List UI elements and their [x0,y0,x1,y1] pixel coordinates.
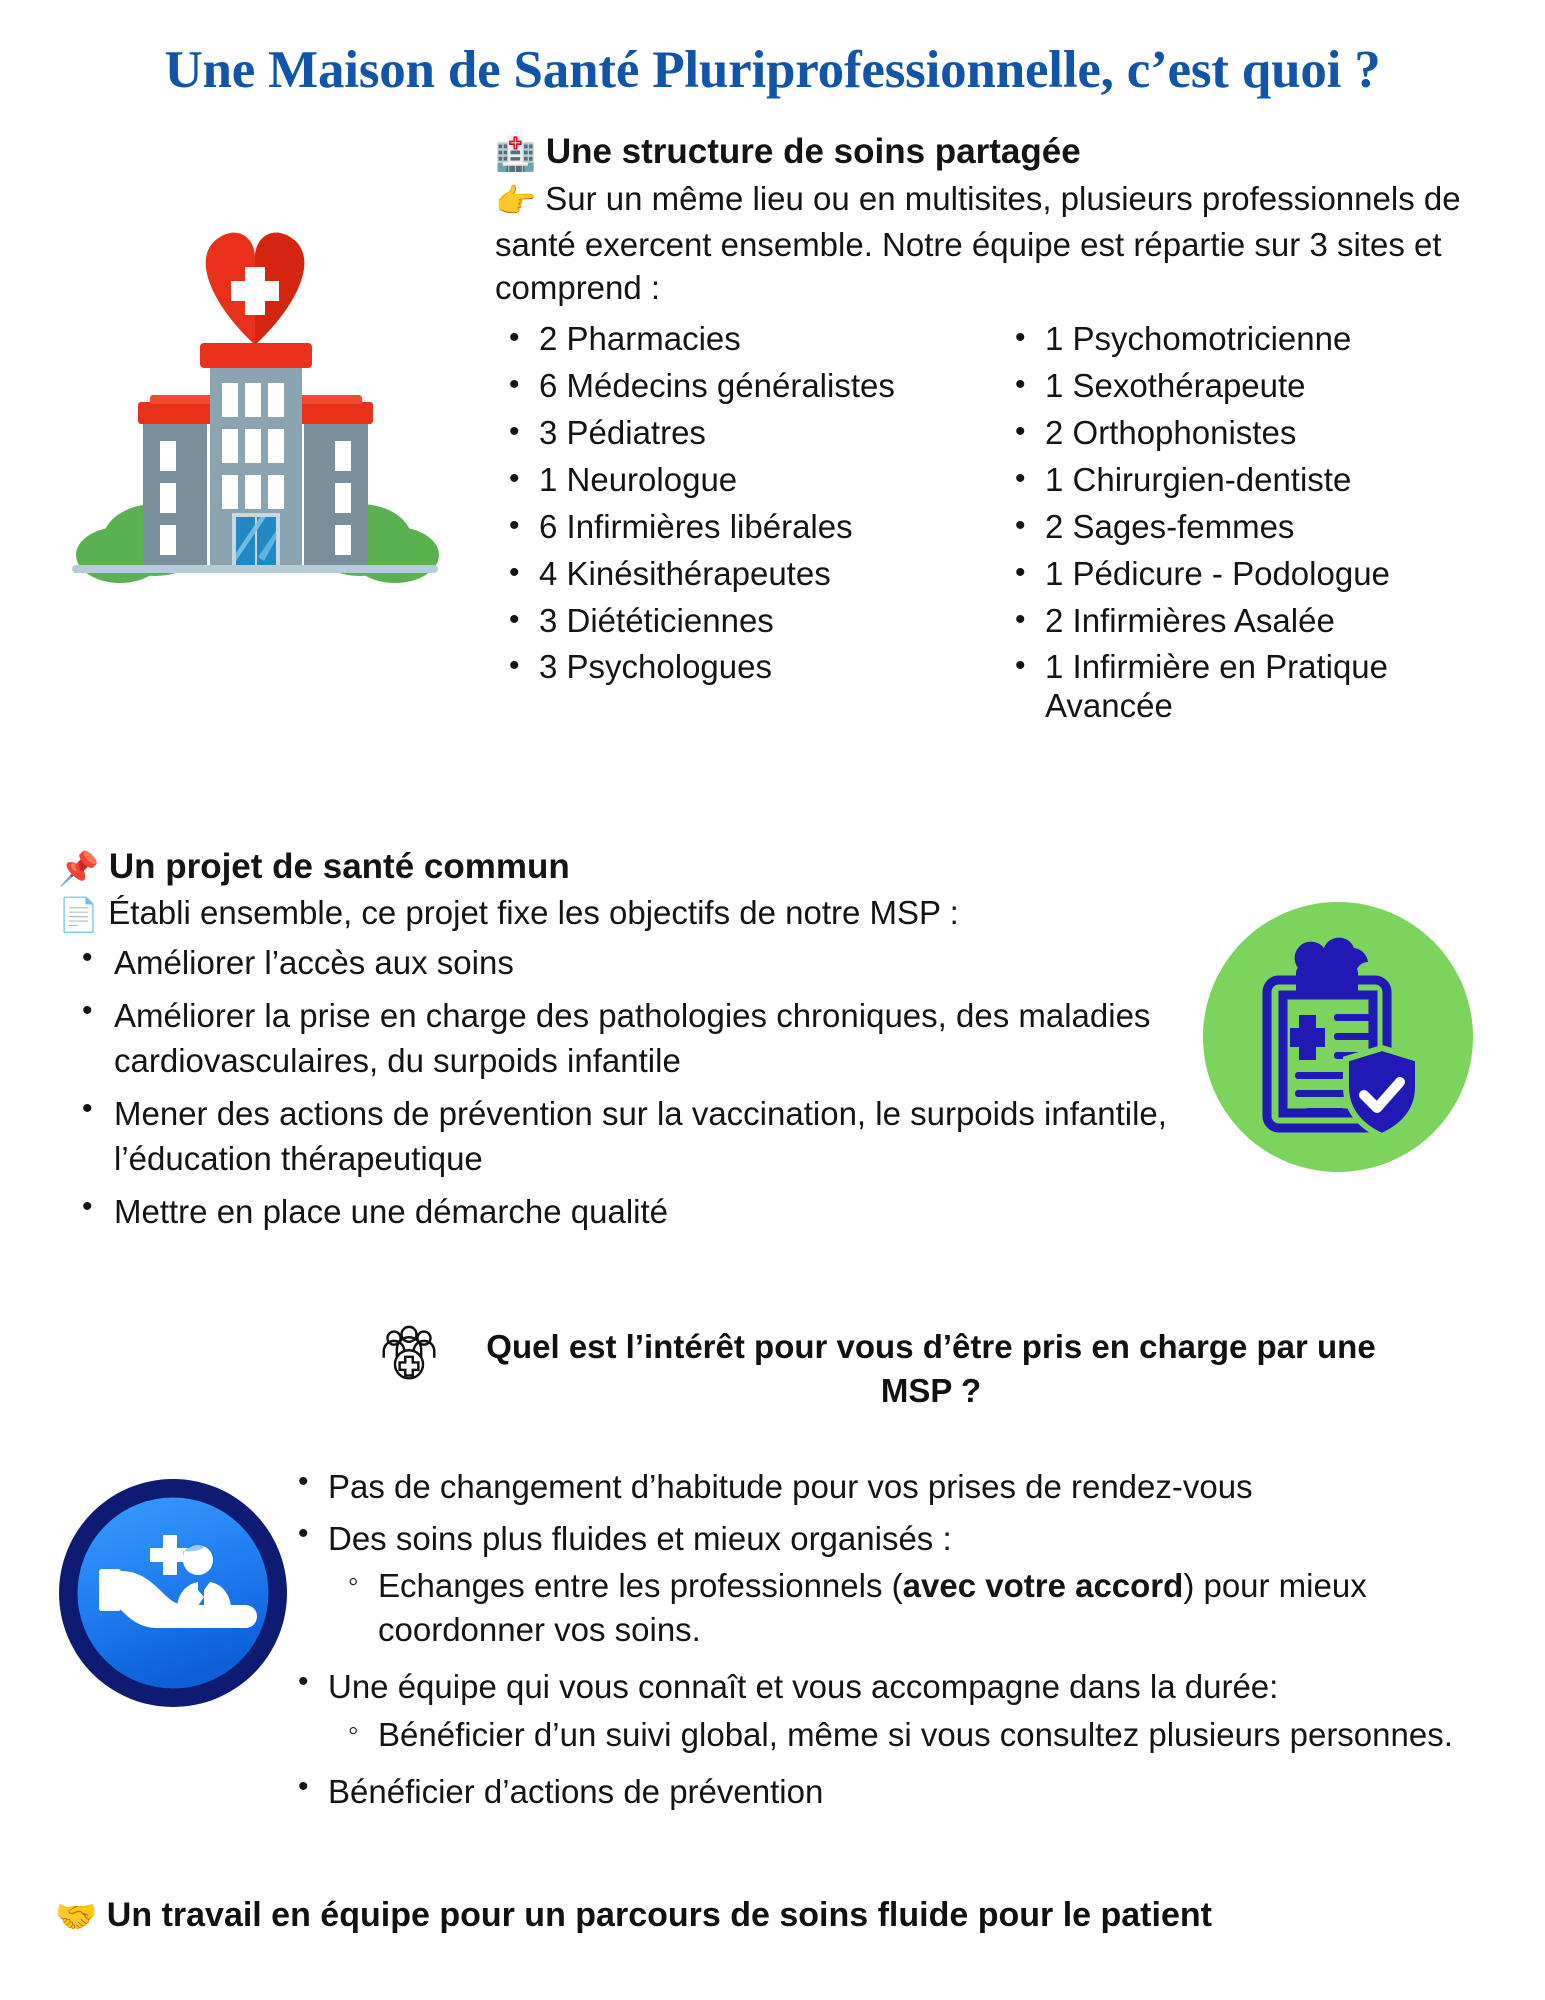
structure-text-block [495,130,1515,734]
structure-intro-text: Sur un même lieu ou en multisites, plusieurs professionnels de santé exercent ensemble. Notre équipe est répartie sur 3 sites et comprend : [495,180,1461,307]
project-subheading [58,892,1188,937]
hospital-building-illustration [60,195,450,595]
page-title: Une Maison de Santé Pluriprofessionnelle, c’est quoi ? [164,41,1381,99]
list-item [280,1465,1520,1517]
list-item: • 6 Infirmières libérales [495,508,1005,555]
section-interest [0,1300,1545,1850]
list-item: • 2 Infirmières Asalée [1005,602,1515,649]
structure-heading-label: Une structure de soins partagée [545,132,1081,171]
list-item [280,1665,1520,1770]
interest-benefits-block [280,1465,1520,1822]
team-column-right [1005,320,1515,734]
list-item: • 3 Psychologues [495,648,1005,695]
list-item: • 2 Sages-femmes [1005,508,1515,555]
list-item: • 6 Médecins généralistes [495,367,1005,414]
footer-statement-text: Un travail en équipe pour un parcours de soins fluide pour le patient [106,1896,1212,1934]
list-item: • 3 Diététiciennes [495,602,1005,649]
list-item: • Améliorer la prise en charge des pathologies chroniques, des maladies cardiovasculaires, du surpoids infantile [58,994,1188,1092]
footer-statement [55,1895,1525,1938]
hand-holding-patient-badge [57,1477,289,1709]
team-column-left [495,320,1005,734]
project-goals-list [58,941,1188,1242]
handshake-icon: 🤝 [55,1897,98,1937]
pushpin-icon: 📌 [58,849,100,888]
list-item: • 1 Sexothérapeute [1005,367,1515,414]
structure-heading [495,130,1515,175]
list-item [280,1517,1520,1666]
benefit-sublist [328,1564,1520,1657]
pointing-right-hand-icon: 👉 [495,181,537,221]
benefit-sublist [328,1713,1520,1763]
sub-suffix: ) pour mieux coordonner vos soins. [378,1567,1367,1648]
project-heading [58,845,1188,890]
list-item [280,1770,1520,1822]
list-item: • Mettre en place une démarche qualité [58,1190,1188,1243]
list-item: • 4 Kinésithérapeutes [495,555,1005,602]
interest-heading-label: Quel est l’intérêt pour vous d’être pris en charge par une MSP ? [486,1328,1376,1409]
benefit-text: Bénéficier d’actions de prévention [328,1773,824,1811]
list-item: • 1 Infirmière en Pratique Avancée [1005,648,1515,734]
people-group-medical-icon [380,1325,438,1388]
benefit-text: Pas de changement d’habitude pour vos prises de rendez-vous [328,1468,1253,1505]
list-item: • 2 Orthophonistes [1005,414,1515,461]
project-heading-label: Un projet de santé commun [108,847,570,886]
list-item: • 1 Neurologue [495,461,1005,508]
benefit-text: Des soins plus fluides et mieux organisés : [328,1519,952,1557]
list-item: • 3 Pédiatres [495,414,1005,461]
section-structure [0,130,1545,810]
sub-prefix: Bénéficier d’un suivi global, même si vous consultez plusieurs personnes. [378,1715,1453,1753]
hospital-icon: 🏥 [495,134,537,173]
clipboard-shield-badge [1203,902,1473,1172]
list-item: • 1 Psychomotricienne [1005,320,1515,367]
list-item: • Améliorer l’accès aux soins [58,941,1188,994]
section-project [0,845,1545,1265]
list-item: • 2 Pharmacies [495,320,1005,367]
sub-bold: avec votre accord [902,1567,1184,1605]
benefit-text: Une équipe qui vous connaît et vous accompagne dans la durée: [328,1668,1279,1706]
interest-heading-row [380,1325,1410,1412]
project-text-block [58,845,1188,1242]
structure-intro [495,177,1515,310]
list-item: • 1 Pédicure - Podologue [1005,555,1515,602]
list-item [328,1564,1520,1657]
list-item: • Mener des actions de prévention sur la vaccination, le surpoids infantile, l’éducation thérapeutique [58,1092,1188,1190]
document-page-icon: 📄 [58,895,100,935]
team-columns [495,320,1515,734]
list-item [328,1713,1520,1763]
sub-prefix: Echanges entre les professionnels ( [378,1567,903,1605]
list-item: • 1 Chirurgien-dentiste [1005,461,1515,508]
project-subheading-text: Établi ensemble, ce projet fixe les objectifs de notre MSP : [108,894,959,932]
interest-benefits-list [280,1465,1520,1822]
